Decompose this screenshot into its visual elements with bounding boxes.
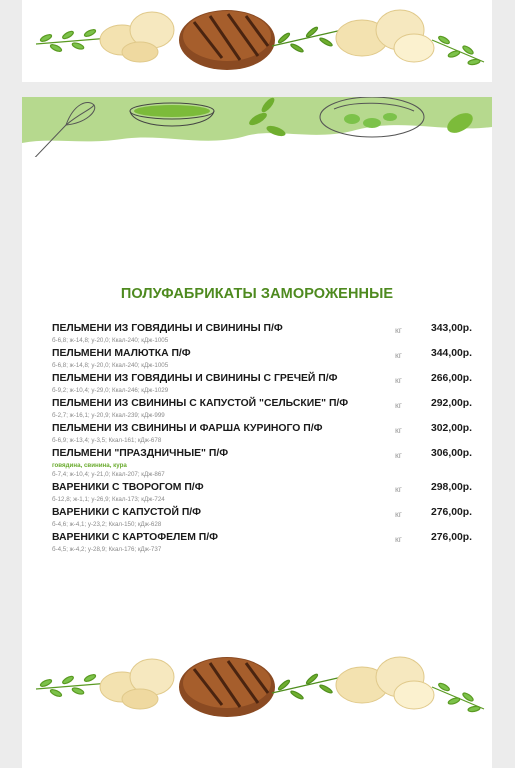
item-name: ПЕЛЬМЕНИ "ПРАЗДНИЧНЫЕ" П/Ф bbox=[52, 448, 229, 459]
item-nutrition: б-7,4; ж-10,4; у-21,0; Ккал-207; кДж-867 bbox=[52, 471, 165, 478]
item-name: ПЕЛЬМЕНИ ИЗ СВИНИНЫ И ФАРША КУРИНОГО П/Ф bbox=[52, 423, 323, 434]
item-name: ПЕЛЬМЕНИ ИЗ СВИНИНЫ С КАПУСТОЙ "СЕЛЬСКИЕ" П/Ф bbox=[52, 398, 349, 409]
menu-item bbox=[52, 507, 472, 532]
item-price: 344,00р. bbox=[430, 348, 472, 359]
menu-item bbox=[52, 448, 472, 482]
item-nutrition: б-4,5; ж-4,2; у-28,9; Ккал-176; кДж-737 bbox=[52, 546, 162, 553]
menu-item bbox=[52, 532, 472, 557]
item-nutrition: б-4,6; ж-4,1; у-23,2; Ккал-150; кДж-628 bbox=[52, 521, 162, 528]
item-price: 343,00р. bbox=[430, 323, 472, 334]
item-nutrition: б-9,2; ж-10,4; у-29,0; Ккал-246; кДж-1029 bbox=[52, 387, 169, 394]
menu-card bbox=[22, 97, 492, 768]
item-name: ПЕЛЬМЕНИ ИЗ ГОВЯДИНЫ И СВИНИНЫ С ГРЕЧЕЙ П/Ф bbox=[52, 373, 338, 384]
section-title: ПОЛУФАБРИКАТЫ ЗАМОРОЖЕННЫЕ bbox=[120, 286, 394, 302]
item-name: ПЕЛЬМЕНИ ИЗ ГОВЯДИНЫ И СВИНИНЫ П/Ф bbox=[52, 323, 283, 334]
item-nutrition: б-12,8; ж-1,1; у-26,9; Ккал-173; кДж-724 bbox=[52, 496, 165, 503]
item-unit: кг bbox=[395, 350, 402, 360]
item-nutrition: б-6,8; ж-14,8; у-20,0; Ккал-240; кДж-1005 bbox=[52, 362, 169, 369]
menu-item bbox=[52, 323, 472, 348]
menu-item bbox=[52, 482, 472, 507]
item-price: 302,00р. bbox=[430, 423, 472, 434]
item-price: 292,00р. bbox=[430, 398, 472, 409]
item-price: 306,00р. bbox=[430, 448, 472, 459]
item-unit: кг bbox=[395, 450, 402, 460]
menu-item bbox=[52, 348, 472, 373]
item-note: говядина, свинина, кура bbox=[52, 462, 127, 469]
item-name: ВАРЕНИКИ С КАРТОФЕЛЕМ П/Ф bbox=[52, 532, 219, 543]
item-price: 298,00р. bbox=[430, 482, 472, 493]
item-unit: кг bbox=[395, 534, 402, 544]
menu-item bbox=[52, 373, 472, 398]
food-banner-bottom bbox=[22, 645, 492, 725]
item-unit: кг bbox=[395, 484, 402, 494]
item-name: ВАРЕНИКИ С ТВОРОГОМ П/Ф bbox=[52, 482, 204, 493]
item-name: ВАРЕНИКИ С КАПУСТОЙ П/Ф bbox=[52, 507, 202, 518]
top-banner-card bbox=[22, 0, 492, 82]
kitchen-doodle-header bbox=[22, 97, 492, 157]
item-price: 276,00р. bbox=[430, 532, 472, 543]
item-nutrition: б-6,8; ж-14,8; у-20,0; Ккал-240; кДж-1005 bbox=[52, 337, 169, 344]
item-price: 266,00р. bbox=[430, 373, 472, 384]
item-unit: кг bbox=[395, 425, 402, 435]
food-banner-top bbox=[22, 0, 492, 82]
menu-item bbox=[52, 423, 472, 448]
item-nutrition: б-6,9; ж-13,4; у-3,5; Ккал-161; кДж-678 bbox=[52, 437, 162, 444]
menu-list bbox=[52, 323, 472, 557]
item-unit: кг bbox=[395, 325, 402, 335]
item-unit: кг bbox=[395, 509, 402, 519]
item-unit: кг bbox=[395, 375, 402, 385]
item-nutrition: б-2,7; ж-16,1; у-20,9; Ккал-239; кДж-999 bbox=[52, 412, 165, 419]
menu-item bbox=[52, 398, 472, 423]
item-unit: кг bbox=[395, 400, 402, 410]
item-name: ПЕЛЬМЕНИ МАЛЮТКА П/Ф bbox=[52, 348, 191, 359]
item-price: 276,00р. bbox=[430, 507, 472, 518]
